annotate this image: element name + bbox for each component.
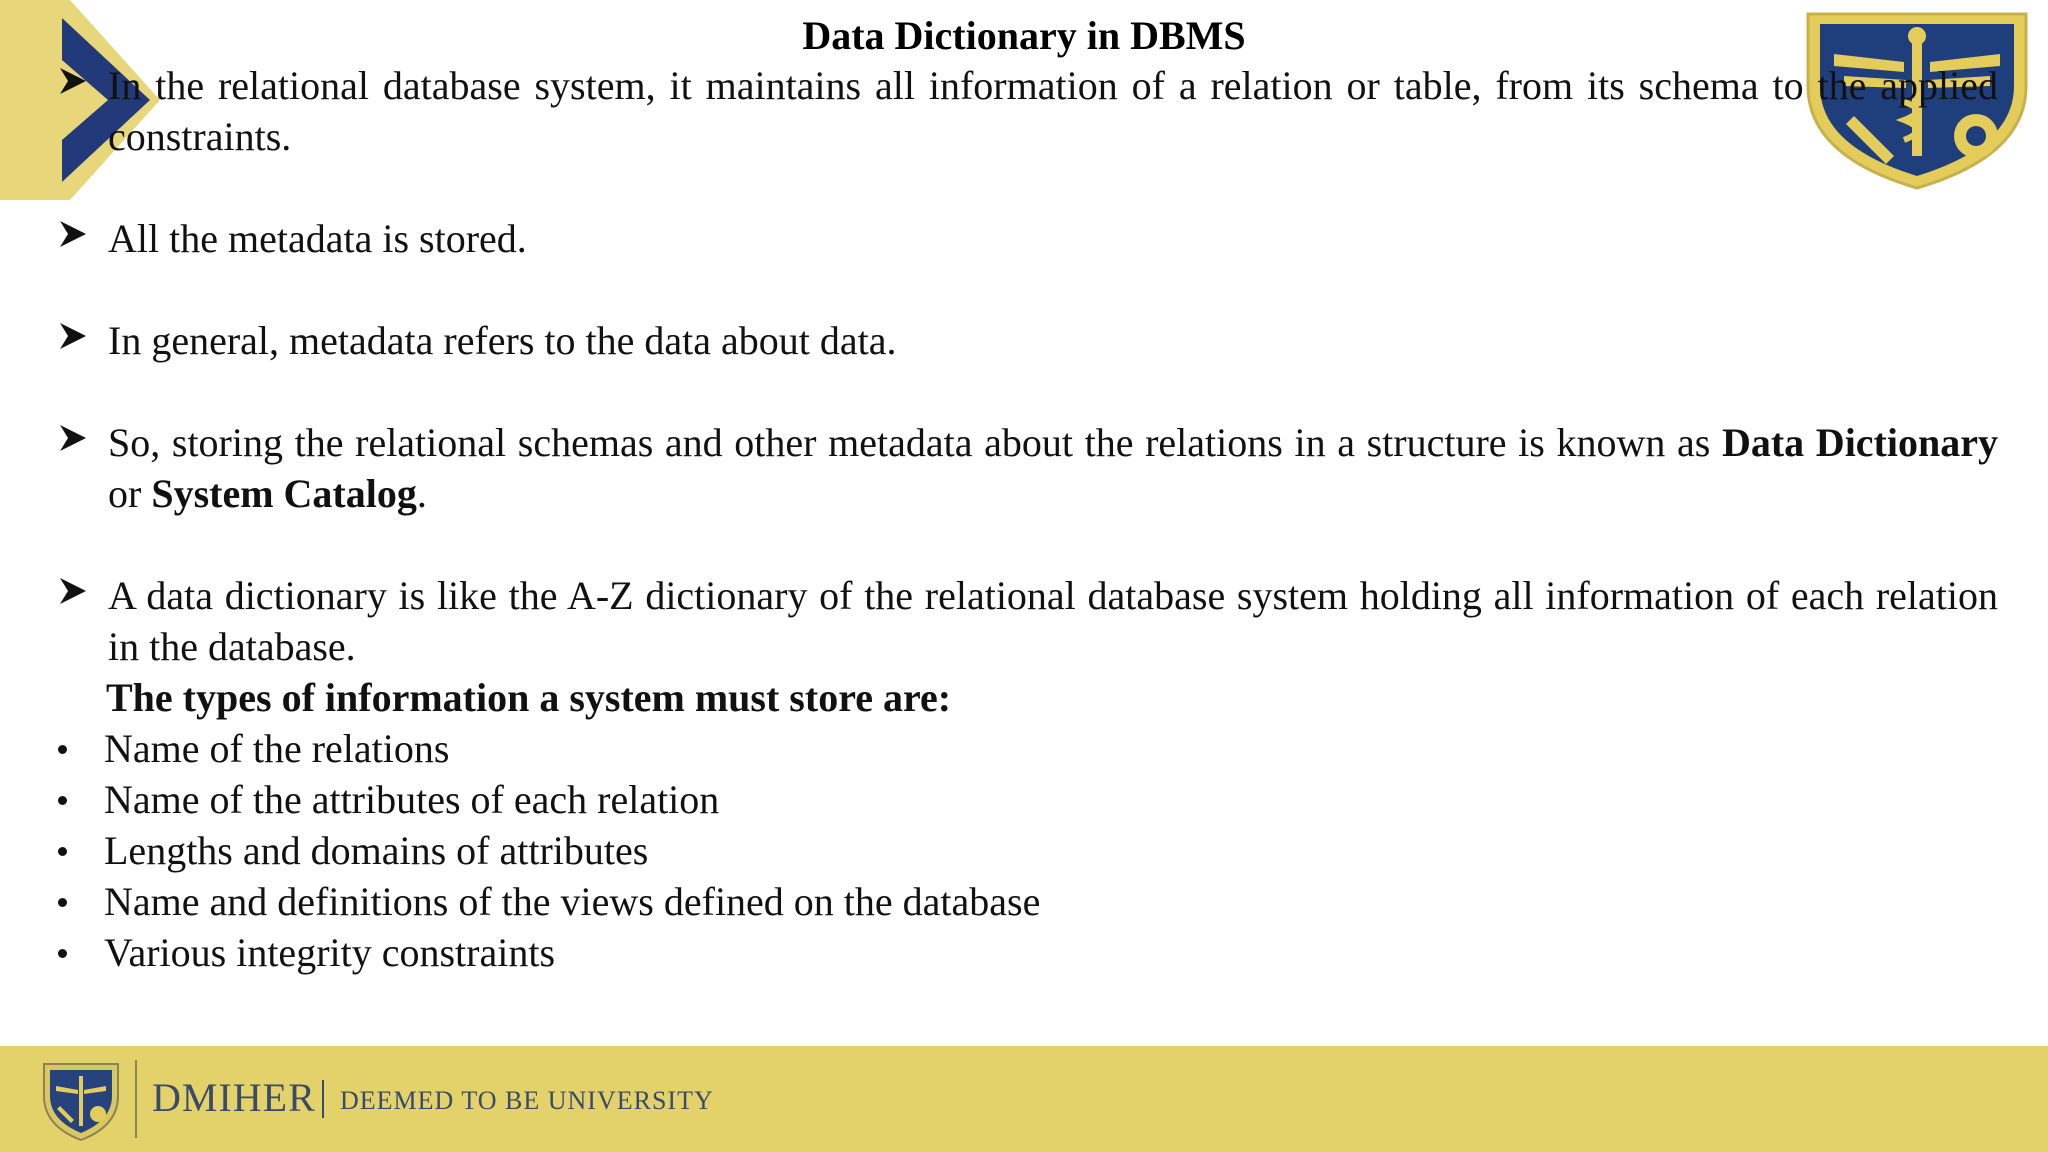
footer-separator — [322, 1080, 324, 1118]
list-item-text: Name of the attributes of each relation — [104, 777, 720, 822]
bullet-text: In the relational database system, it maintains all information of a relation or table, from its schema to the applied constraints. — [108, 63, 1998, 159]
bullet-point — [58, 570, 1998, 672]
arrowhead-bullet-icon — [58, 321, 88, 351]
footer-divider — [135, 1060, 137, 1138]
arrowhead-bullet-icon — [58, 576, 88, 606]
list-item — [58, 876, 1998, 927]
bullet-point — [58, 417, 1998, 519]
list-item-text: Name of the relations — [104, 726, 450, 771]
round-bullet-icon — [58, 796, 67, 805]
bullet-text: . — [416, 471, 427, 516]
footer-subtitle: DEEMED TO BE UNIVERSITY — [340, 1086, 714, 1115]
list-item — [58, 927, 1998, 978]
term-data-dictionary: Data Dictionary — [1721, 420, 1998, 465]
bullet-point — [58, 60, 1998, 162]
list-item — [58, 723, 1998, 774]
bullet-text: All the metadata is stored. — [108, 216, 527, 261]
arrowhead-bullet-icon — [58, 423, 88, 453]
round-bullet-icon — [58, 745, 67, 754]
bullet-text: So, storing the relational schemas and other metadata about the relations in a structure is known as — [108, 420, 1722, 465]
list-subheading: The types of information a system must store are: — [106, 675, 952, 720]
term-system-catalog: System Catalog — [151, 471, 417, 516]
list-item — [58, 825, 1998, 876]
arrowhead-bullet-icon — [58, 219, 88, 249]
slide-content — [58, 60, 1998, 978]
bullet-point — [58, 213, 1998, 264]
footer-brand-name: DMIHER — [152, 1075, 316, 1120]
footer-crest-icon — [40, 1060, 122, 1144]
footer-bar — [0, 1046, 2048, 1152]
round-bullet-icon — [58, 949, 67, 958]
list-item-text: Various integrity constraints — [104, 930, 556, 975]
slide-title: Data Dictionary in DBMS — [802, 13, 1246, 58]
bullet-text: In general, metadata refers to the data about data. — [108, 318, 897, 363]
arrowhead-bullet-icon — [58, 66, 88, 96]
round-bullet-icon — [58, 898, 67, 907]
information-types-list — [58, 723, 1998, 978]
list-item-text: Lengths and domains of attributes — [104, 828, 649, 873]
list-item — [58, 774, 1998, 825]
bullet-text: or — [108, 471, 152, 516]
list-item-text: Name and definitions of the views defined on the database — [104, 879, 1041, 924]
bullet-text: A data dictionary is like the A-Z dictionary of the relational database system holding all information of each relation in the database. — [108, 573, 1998, 669]
bullet-point — [58, 315, 1998, 366]
round-bullet-icon — [58, 847, 67, 856]
